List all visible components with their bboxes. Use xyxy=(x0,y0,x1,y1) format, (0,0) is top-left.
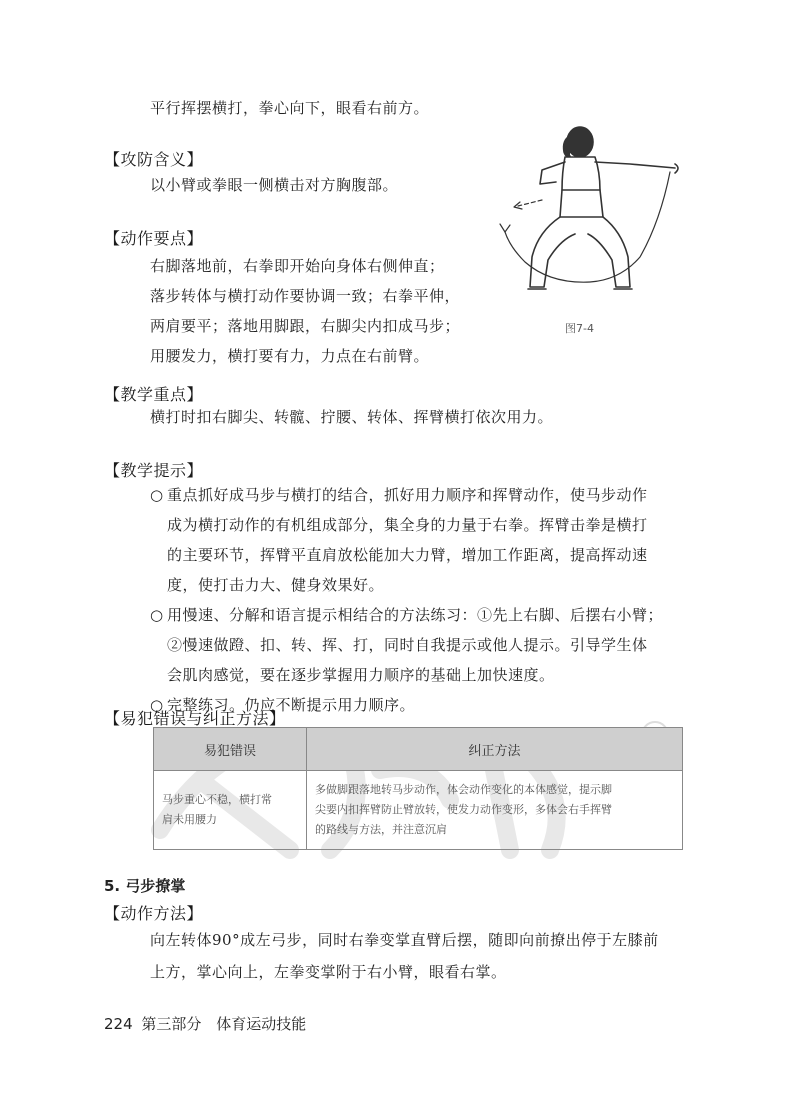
teaching-focus-text: 横打时扣右脚尖、转髋、拧腰、转体、挥臂横打依次用力。 xyxy=(150,408,554,426)
footer-title: 体育运动技能 xyxy=(216,1015,307,1033)
cell-line: 多做脚跟落地转马步动作，体会动作变化的本体感觉，提示脚 xyxy=(315,783,612,796)
key-points-line: 落步转体与横打动作要协调一致；右拳平伸， xyxy=(150,287,461,305)
section-heading-teaching-tips: 【教学提示】 xyxy=(104,461,204,480)
teaching-tips-line: 重点抓好成马步与横打的结合，抓好用力顺序和挥臂动作，使马步动作 xyxy=(167,486,648,504)
bullet-icon: ○ xyxy=(150,486,164,504)
section-heading-attack-defense: 【攻防含义】 xyxy=(104,150,204,169)
cell-line: 尖要内扣挥臂防止臂放转，使发力动作变形，多体会右手挥臂 xyxy=(315,803,612,816)
cell-line: 肩未用腰力 xyxy=(162,813,217,826)
method-line: 上方，掌心向上，左拳变掌附于右小臂，眼看右掌。 xyxy=(150,963,507,981)
section-heading-method: 【动作方法】 xyxy=(104,904,204,923)
table-cell-fix xyxy=(307,771,683,850)
table-header-row xyxy=(154,728,683,771)
table-header: 易犯错误 xyxy=(154,728,307,771)
footer-part: 第三部分 xyxy=(141,1015,202,1033)
page-number: 224 xyxy=(104,1015,133,1033)
cell-line: 马步重心不稳，横打常 xyxy=(162,793,272,806)
method-line: 向左转体90°成左弓步，同时右拳变掌直臂后摆，随即向前撩出停于左膝前 xyxy=(150,931,659,949)
teaching-tips-line: 用慢速、分解和语言提示相结合的方法练习：①先上右脚、后摆右小臂； xyxy=(167,606,664,624)
teaching-tips-line: ②慢速做蹬、扣、转、挥、打，同时自我提示或他人提示。引导学生体 xyxy=(167,636,648,654)
table-row xyxy=(154,771,683,850)
errors-table xyxy=(153,727,683,850)
figure-illustration xyxy=(470,112,690,302)
cell-line: 的路线与方法，并注意沉肩 xyxy=(315,823,447,836)
bullet-icon: ○ xyxy=(150,696,164,714)
section-heading-errors: 【易犯错误与纠正方法】 xyxy=(104,709,286,728)
teaching-tips-line: 会肌肉感觉，要在逐步掌握用力顺序的基础上加快速度。 xyxy=(167,666,555,684)
errors-table-wrapper xyxy=(153,727,683,850)
bullet-icon: ○ xyxy=(150,606,164,624)
table-cell-error xyxy=(154,771,307,850)
teaching-tips-line: 成为横打动作的有机组成部分，集全身的力量于右拳。挥臂击拳是横打 xyxy=(167,516,648,534)
key-points-line: 右脚落地前，右拳即开始向身体右侧伸直； xyxy=(150,257,445,275)
table-header: 纠正方法 xyxy=(307,728,683,771)
continued-text-line: 平行挥摆横打，拳心向下，眼看右前方。 xyxy=(150,99,430,117)
teaching-tips-line: 的主要环节，挥臂平直肩放松能加大力臂，增加工作距离，提高挥动速 xyxy=(167,546,648,564)
teaching-tips-line: 度，使打击力大、健身效果好。 xyxy=(167,576,385,594)
section-heading-teaching-focus: 【教学重点】 xyxy=(104,385,204,404)
page-footer xyxy=(104,1013,306,1034)
subsection-title: 5. 弓步撩掌 xyxy=(104,877,186,895)
figure-caption: 图7-4 xyxy=(565,322,594,335)
teaching-tips-line: 完整练习。仍应不断提示用力顺序。 xyxy=(167,696,416,714)
key-points-line: 用腰发力，横打要有力，力点在右前臂。 xyxy=(150,347,430,365)
key-points-line: 两肩要平；落地用脚跟，右脚尖内扣成马步； xyxy=(150,317,461,335)
section-heading-key-points: 【动作要点】 xyxy=(104,229,204,248)
attack-defense-text: 以小臂或拳眼一侧横击对方胸腹部。 xyxy=(150,176,399,194)
